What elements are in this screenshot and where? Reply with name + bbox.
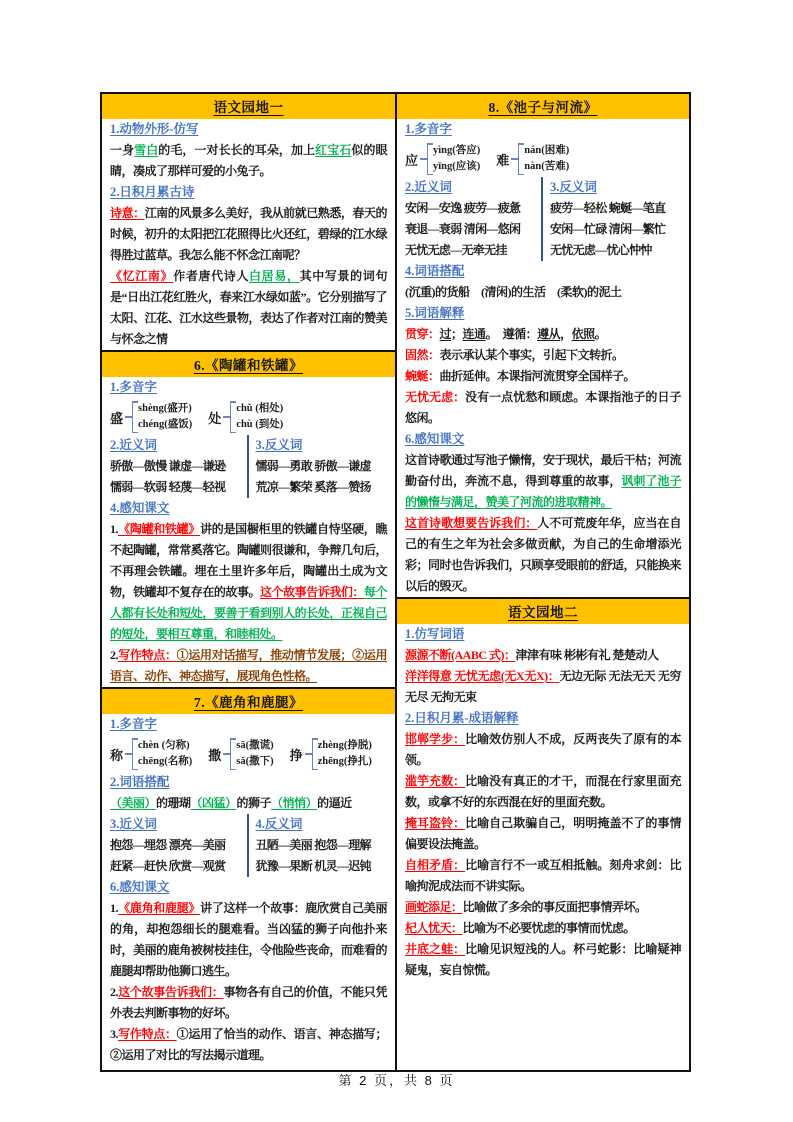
paragraph xyxy=(397,729,689,771)
section-heading: 2.日积月累-成语解释 xyxy=(405,711,519,725)
text-segment: 比喻没有真正的才干，而混在行家里面充数，或拿不好的东西混在好的里面充数。 xyxy=(405,774,681,809)
paragraph xyxy=(102,519,395,645)
red-term-segment: 掩耳盗铃： xyxy=(405,816,466,830)
pinyin-reading: chēng(名称) xyxy=(138,756,193,767)
polyphone-row xyxy=(102,735,395,772)
word-pair-line: 无忧无虑—忧心忡忡 xyxy=(550,243,652,257)
pinyin-reading: chèn (匀称) xyxy=(138,740,190,751)
text-segment: 津津有味 彬彬有礼 楚楚动人 xyxy=(515,648,659,662)
brace-connector xyxy=(420,158,427,160)
text-segment: 的毛，一对长长的耳朵，加上 xyxy=(158,143,316,157)
section-header xyxy=(102,350,395,377)
section-header-title: 6.《陶罐和铁罐》 xyxy=(193,358,304,373)
brace-icon xyxy=(230,738,273,770)
text-segment: 比喻为不必要忧虑的事情而忧虑。 xyxy=(462,921,636,935)
brace-icon xyxy=(132,401,192,433)
underlined-text-segment: 过 xyxy=(439,327,452,341)
red-term-segment: 这首诗歌想要告诉我们： xyxy=(405,516,538,530)
pinyin-reading: sǎ(撒下) xyxy=(236,756,274,767)
red-term-segment: 写作特点： xyxy=(118,648,177,662)
section-heading: 4.词语搭配 xyxy=(405,264,465,278)
section-header xyxy=(102,94,395,119)
polyphone-group xyxy=(110,738,192,770)
paragraph xyxy=(102,982,395,1024)
word-pair-table xyxy=(102,814,395,877)
green-highlight-segment: 每个人都有长处和短处，要善于看到别人的长处，正视自己的短处，要相互尊重，和睦相处。 xyxy=(110,585,387,641)
text-segment: 。 xyxy=(594,327,607,341)
text-segment: 1. xyxy=(110,522,118,536)
text-segment: 比喻言行不一或互相抵触。刻舟求剑：比喻拘泥成法而不讲实际。 xyxy=(405,858,681,893)
text-segment: 比喻见识短浅的人。杯弓蛇影：比喻疑神疑鬼，妄自惊慌。 xyxy=(405,942,681,977)
paragraph xyxy=(397,282,689,303)
text-segment: 这首诗歌通过写池子懒惰，安于现状，最后干枯；河流勤奋付出，奔流不息，得到尊重的故事， xyxy=(405,453,682,488)
section-heading: 1.多音字 xyxy=(405,122,452,136)
section-header-title: 7.《鹿角和鹿腿》 xyxy=(193,695,304,710)
paragraph xyxy=(397,387,689,429)
green-highlight-segment: （凶猛） xyxy=(190,796,237,810)
red-term-segment: 滥竽充数： xyxy=(405,774,466,788)
section-heading: 6.感知课文 xyxy=(110,880,170,894)
polyphone-group xyxy=(496,143,569,175)
text-segment: ①运用了恰当的动作、语言、神态描写；②运用了对比的写法揭示道理。 xyxy=(110,1027,387,1062)
paragraph xyxy=(397,645,689,666)
brace-connector xyxy=(511,158,518,160)
brace-icon xyxy=(312,738,372,770)
polyphone-row xyxy=(102,398,395,435)
section-header xyxy=(102,687,395,714)
brace-connector xyxy=(223,753,230,755)
section-heading: 6.感知课文 xyxy=(405,432,465,446)
word-pair-line: 安闲—忙碌 清闲—繁忙 xyxy=(550,222,666,236)
paragraph xyxy=(397,897,689,918)
text-segment: 比喻自己欺骗自己，明明掩盖不了的事情偏要设法掩盖。 xyxy=(405,816,681,851)
text-segment: 作者唐代诗人 xyxy=(173,269,250,283)
pinyin-reading: shèng(盛开) xyxy=(138,403,192,414)
underlined-text-segment: 连通 xyxy=(462,327,486,341)
section-header xyxy=(397,94,689,119)
text-segment: 江南的风景多么美好，我从前就已熟悉，春天的时候，初升的太阳把江花照得比火还红，碧绿的江水绿得胜过蓝草。我怎么能不怀念江南呢？ xyxy=(110,206,387,262)
brace-icon xyxy=(427,143,480,175)
underlined-text-segment: 依照 xyxy=(571,327,595,341)
section-header xyxy=(397,597,689,624)
paragraph xyxy=(397,366,689,387)
paragraph xyxy=(102,140,395,182)
brace-icon xyxy=(230,401,283,433)
section-heading: 2.近义词 xyxy=(405,180,452,194)
red-term-segment: 《陶罐和铁罐》 xyxy=(118,522,201,536)
pinyin-reading: chéng(盛饭) xyxy=(138,419,193,430)
red-term-segment: 井底之蛙： xyxy=(405,942,466,956)
word-pair-line: 懦弱—软弱 轻蔑—轻视 xyxy=(110,480,226,494)
paragraph xyxy=(397,771,689,813)
polyphone-character: 处 xyxy=(208,410,222,426)
red-term-segment: 这个故事告诉我们： xyxy=(118,985,224,999)
section-heading: 2.词语搭配 xyxy=(110,775,170,789)
red-term-segment: 固然： xyxy=(405,348,440,362)
text-segment: 比喻做了多余的事反面把事情弄坏。 xyxy=(462,900,647,914)
antonym-list xyxy=(249,435,388,498)
red-term-segment: 画蛇添足： xyxy=(405,900,463,914)
text-segment: 无边无际 无法无天 无穷无尽 无拘无束 xyxy=(405,669,681,704)
red-term-segment: 洋洋得意 无忧无虑(无X无X)： xyxy=(405,669,560,683)
paragraph xyxy=(102,1024,395,1066)
right-column xyxy=(395,94,689,1070)
polyphone-character: 盛 xyxy=(110,410,124,426)
brown-note-segment: ①运用对话描写，推动情节发展；②运用语言、动作、神态描写，展现角色性格。 xyxy=(110,648,387,683)
paragraph xyxy=(397,855,689,897)
brace-icon xyxy=(518,143,569,175)
word-pair-table xyxy=(397,177,689,261)
word-pair-line: 衰退—衰弱 清闲—悠闲 xyxy=(405,222,521,236)
word-pair-line: 丑陋—美丽 抱怨—理解 xyxy=(255,838,371,852)
text-segment: 没有一点忧愁和顾虑。本课指池子的日子悠闲。 xyxy=(405,390,681,425)
synonym-list xyxy=(110,435,249,498)
pinyin-reading: zhèng(挣脱) xyxy=(317,740,372,751)
text-segment: 。 遵循： xyxy=(485,327,538,341)
brace-connector xyxy=(223,416,230,418)
word-pair-line: 安闲—安逸 疲劳—疲惫 xyxy=(405,201,521,215)
antonym-list xyxy=(543,177,681,261)
paragraph xyxy=(102,266,395,350)
page-footer: 第 2 页，共 8 页 xyxy=(338,1073,455,1088)
section-heading: 2.日积月累古诗 xyxy=(110,185,195,199)
text-segment: 比喻效仿别人不成，反两丧失了原有的本领。 xyxy=(405,732,681,767)
red-term-segment: 自相矛盾： xyxy=(405,858,466,872)
section-heading: 4.感知课文 xyxy=(110,501,170,515)
text-segment: 一身 xyxy=(110,143,135,157)
paragraph xyxy=(102,203,395,266)
pinyin-reading: nán(困难) xyxy=(524,145,570,156)
paragraph xyxy=(397,918,689,939)
section-heading: 3.反义词 xyxy=(550,180,597,194)
word-pair-line: 骄傲—傲慢 谦虚—谦逊 xyxy=(110,459,226,473)
polyphone-group xyxy=(290,738,372,770)
paragraph xyxy=(397,513,689,597)
green-highlight-segment: （美丽） xyxy=(110,796,157,810)
text-segment: 事物各有自己的价值，不能只凭外表去判断事物的好坏。 xyxy=(110,985,387,1020)
text-segment: 讲了这样一个故事：鹿欣赏自己美丽的角，却抱怨细长的腿难看。当凶猛的狮子向他扑来时，美丽的鹿角被树枝挂住，令他险些丧命，而难看的鹿腿却帮助他狮口逃生。 xyxy=(110,901,387,978)
section-heading: 5.词语解释 xyxy=(405,306,465,320)
word-pair-line: 抱怨—埋怨 漂亮—美丽 xyxy=(110,838,226,852)
polyphone-group xyxy=(405,143,480,175)
brace-connector xyxy=(125,416,132,418)
text-segment: 的逼近 xyxy=(317,796,352,810)
red-term-segment: 杞人忧天： xyxy=(405,921,463,935)
red-term-segment: 这个故事告诉我们： xyxy=(260,585,364,599)
red-term-segment: 写作特点： xyxy=(118,1027,177,1041)
section-heading: 2.近义词 xyxy=(110,438,157,452)
synonym-list xyxy=(405,177,543,261)
green-highlight-segment: 白居易， xyxy=(249,269,300,283)
word-pair-line: 疲劳—轻松 蜿蜒—笔直 xyxy=(550,201,666,215)
red-term-segment: 邯郸学步： xyxy=(405,732,466,746)
pinyin-reading: chǔ (相处) xyxy=(236,403,284,414)
red-term-segment: 《忆江南》 xyxy=(110,269,174,283)
antonym-list xyxy=(249,814,388,877)
section-header-title: 8.《池子与河流》 xyxy=(488,100,598,115)
section-heading: 1.多音字 xyxy=(110,717,157,731)
red-term-segment: 《鹿角和鹿腿》 xyxy=(118,901,201,915)
section-heading: 3.近义词 xyxy=(110,817,157,831)
polyphone-character: 挣 xyxy=(289,747,303,763)
text-segment: 的珊瑚 xyxy=(156,796,191,810)
word-pair-line: 无忧无虑—无牵无挂 xyxy=(405,243,507,257)
word-pair-table xyxy=(102,435,395,498)
text-segment: 3. xyxy=(110,1027,118,1041)
red-term-segment: 无忧无虑： xyxy=(405,390,466,404)
synonym-list xyxy=(110,814,249,877)
red-term-segment: 源源不断(AABC 式)： xyxy=(405,648,516,662)
green-highlight-segment: 雪白 xyxy=(134,143,159,157)
green-highlight-segment: （悄悄） xyxy=(271,796,318,810)
paragraph xyxy=(102,645,395,687)
polyphone-character: 难 xyxy=(496,152,510,168)
polyphone-group xyxy=(208,401,283,433)
pinyin-reading: sā(撒谎) xyxy=(236,740,274,751)
word-pair-line: 懦弱—勇敢 骄傲—谦虚 xyxy=(255,459,371,473)
paragraph xyxy=(102,793,395,814)
text-segment: 2. xyxy=(110,648,118,662)
paragraph xyxy=(397,813,689,855)
green-highlight-segment: 红宝石 xyxy=(315,143,352,157)
word-pair-line: 赶紧—赶快 欣赏—观赏 xyxy=(110,859,226,873)
text-segment: 表示承认某个事实，引起下文转折。 xyxy=(439,348,624,362)
section-heading: 4.反义词 xyxy=(255,817,303,831)
red-term-segment: 蜿蜒： xyxy=(405,369,440,383)
section-heading: 1.动物外形-仿写 xyxy=(110,122,199,136)
brace-connector xyxy=(305,753,312,755)
polyphone-character: 称 xyxy=(110,747,124,763)
text-segment: 其中写景的词句是“日出江花红胜火，春来江水绿如蓝”。它分别描写了太阳、江花、江水这些景物，表达了作者对江南的赞美与怀念之情 xyxy=(110,269,387,346)
text-segment: 1. xyxy=(110,901,118,915)
left-column xyxy=(102,94,395,1070)
polyphone-group xyxy=(208,738,273,770)
word-pair-line: 犹豫—果断 机灵—迟钝 xyxy=(255,859,371,873)
pinyin-reading: zhēng(挣扎) xyxy=(317,756,372,767)
polyphone-character: 应 xyxy=(405,152,419,168)
pinyin-reading: nàn(苦难) xyxy=(524,161,570,172)
text-segment: 似的眼睛，凑成了那样可爱的小兔子。 xyxy=(110,143,387,178)
pinyin-reading: yīng(应该) xyxy=(433,161,481,172)
text-segment: 曲折延伸。本课指河流贯穿全国样子。 xyxy=(439,369,636,383)
word-pair-line: 荒凉—繁荣 奚落—赞扬 xyxy=(255,480,371,494)
paragraph xyxy=(397,450,689,513)
green-highlight-segment: 讽刺了池子的懒惰与满足，赞美了河流的进取精神。 xyxy=(405,474,681,509)
paragraph xyxy=(397,324,689,345)
pinyin-reading: yìng(答应) xyxy=(433,145,481,156)
red-term-segment: 诗意： xyxy=(110,206,145,220)
paragraph xyxy=(397,939,689,981)
red-term-segment: 贯穿： xyxy=(405,327,440,341)
text-segment: 的狮子 xyxy=(236,796,272,810)
section-heading: 1.多音字 xyxy=(110,380,157,394)
text-segment: (沉重)的货船 (清闲)的生活 (柔软)的泥土 xyxy=(405,285,622,299)
brace-connector xyxy=(125,753,132,755)
underlined-text-segment: 遵从 xyxy=(537,327,561,341)
brace-icon xyxy=(132,738,192,770)
text-segment: 人不可荒废年华，应当在自己的有生之年为社会多做贡献，为自己的生命增添光彩；同时也告诉我们，只顾享受眼前的舒适，只能换来以后的毁灭。 xyxy=(405,516,682,593)
section-heading: 1.仿写词语 xyxy=(405,627,465,641)
text-segment: ， xyxy=(560,327,572,341)
text-segment: ； xyxy=(451,327,463,341)
section-header-title: 语文园地一 xyxy=(213,100,284,115)
paragraph xyxy=(397,345,689,366)
section-header-title: 语文园地二 xyxy=(508,605,578,620)
study-notes-table xyxy=(100,92,691,1072)
paragraph xyxy=(397,666,689,708)
text-segment: 2. xyxy=(110,985,118,999)
paragraph xyxy=(102,898,395,982)
polyphone-character: 撒 xyxy=(208,747,222,763)
polyphone-row xyxy=(397,140,689,177)
pinyin-reading: chù (到处) xyxy=(236,419,284,430)
section-heading: 3.反义词 xyxy=(255,438,303,452)
polyphone-group xyxy=(110,401,192,433)
text-segment: 讲的是国橱柜里的铁罐自恃坚硬，瞧不起陶罐，常常奚落它。陶罐则很谦和，争辩几句后，不再理会铁罐。埋在土里许多年后，陶罐出土成为文物，铁罐却不复存在的故事。 xyxy=(110,522,387,599)
